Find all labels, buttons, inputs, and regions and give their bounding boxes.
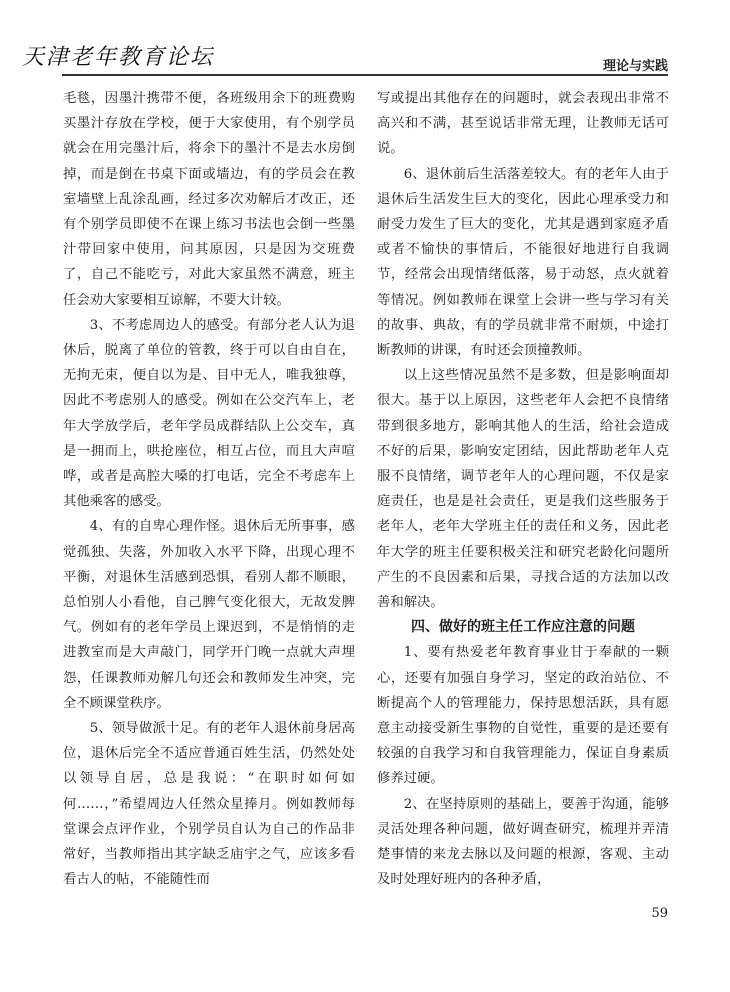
paragraph: 4、有的自卑心理作怪。退休后无所事事，感觉孤独、失落，外加收入水平下降，出现心理不平衡，对退休生活感到恐惧，看别人都不顺眼，总怕别人小看他，自己脾气变化很大，无故发脾气。例如有的老年学员上课迟到，不是悄悄的走进教室而是大声敲门，同学开门晚一点就大声埋怨，任课教师劝解几句还会和教师发生冲突，完全不顾课堂秩序。: [63, 519, 355, 711]
header-rule: [62, 74, 668, 76]
text-columns: [63, 86, 669, 932]
paragraph: 6、退休前后生活落差较大。有的老年人由于退休后生活发生巨大的变化，因此心理承受力和耐受力发生了巨大的变化，尤其是遇到家庭矛盾或者不愉快的事情后，不能很好地进行自我调节，经常会出现情绪低落，易于动怒，点火就着等情况。例如教师在课堂上会讲一些与学习有关的故事、典故，有的学员就非常不耐烦，中途打断教师的讲课，有时还会顶撞教师。: [377, 166, 669, 359]
left-column: [63, 86, 355, 932]
paragraph: 1、要有热爱老年教育事业甘于奉献的一颗心，还要有加强自身学习，坚定的政治站位、不断提高个人的管理能力，保持思想活跃，具有愿意主动接受新生事物的自觉性，重要的是还要有较强的自我学习和自我管理能力，保证自身素质修养过硬。: [377, 645, 669, 787]
journal-masthead: 天津老年教育论坛: [22, 45, 215, 70]
paragraph: 5、领导做派十足。有的老年人退休前身居高位，退休后完全不适应普通百姓生活，仍然处处以领导自居，总是我说：“在职时如何如何……，”希望周边人任然众星捧月。例如教师每堂课会点评作业，个别学员自认为自己的作品非常好，当教师指出其字缺乏庙宇之气，应该多看看古人的帖，不能随性而: [63, 721, 355, 888]
paragraph: 以上这些情况虽然不是多数，但是影响面却很大。基于以上原因，这些老年人会把不良情绪带到很多地方，影响其他人的生活，给社会造成不好的后果，影响安定团结，因此帮助老年人克服不良情绪，调节老年人的心理问题，不仅是家庭责任，也是是社会责任，更是我们这些服务于老年人，老年大学班主任的责任和义务，因此老年大学的班主任要积极关注和研究老龄化问题所产生的不良因素和后果，寻找合适的方法加以改善和解决。: [377, 368, 669, 611]
right-column: [377, 86, 669, 932]
section-label: 理论与实践: [602, 59, 668, 74]
paragraph: 3、不考虑周边人的感受。有部分老人认为退休后，脱离了单位的管教，终于可以自由自在，无拘无束，便自以为是、目中无人，唯我独尊，因此不考虑别人的感受。例如在公交汽车上，老年大学放学后，老年学员成群结队上公交车，真是一拥而上，哄抢座位，相互占位，而且大声喧哗，或者是高腔大嗓的打电话，完全不考虑车上其他乘客的感受。: [63, 317, 355, 510]
paragraph: 写或提出其他存在的问题时，就会表现出非常不高兴和不满，甚至说话非常无理，让教师无话可说。: [377, 91, 669, 157]
section-heading: 四、做好的班主任工作应注意的问题: [411, 619, 635, 636]
paragraph: 2、在坚持原则的基础上，要善于沟通，能够灵活处理各种问题，做好调查研究，梳理并弄清楚事情的来龙去脉以及问题的根源，客观、主动及时处理好班内的各种矛盾，: [377, 796, 669, 888]
page-number: 59: [651, 906, 668, 921]
paragraph: 毛毯，因墨汁携带不便，各班级用余下的班费购买墨汁存放在学校，便于大家使用，有个别学员就会在用完墨汁后，将余下的墨汁不是去水房倒掉，而是倒在书桌下面或墙边，有的学员会在教室墙壁上乱涂乱画，经过多次劝解后才改正，还有个别学员即使不在课上练习书法也会倒一些墨汁带回家中使用，问其原因，只是因为交班费了，自己不能吃亏，对此大家虽然不满意，班主任会劝大家要相互谅解，不要大计较。: [63, 91, 355, 308]
